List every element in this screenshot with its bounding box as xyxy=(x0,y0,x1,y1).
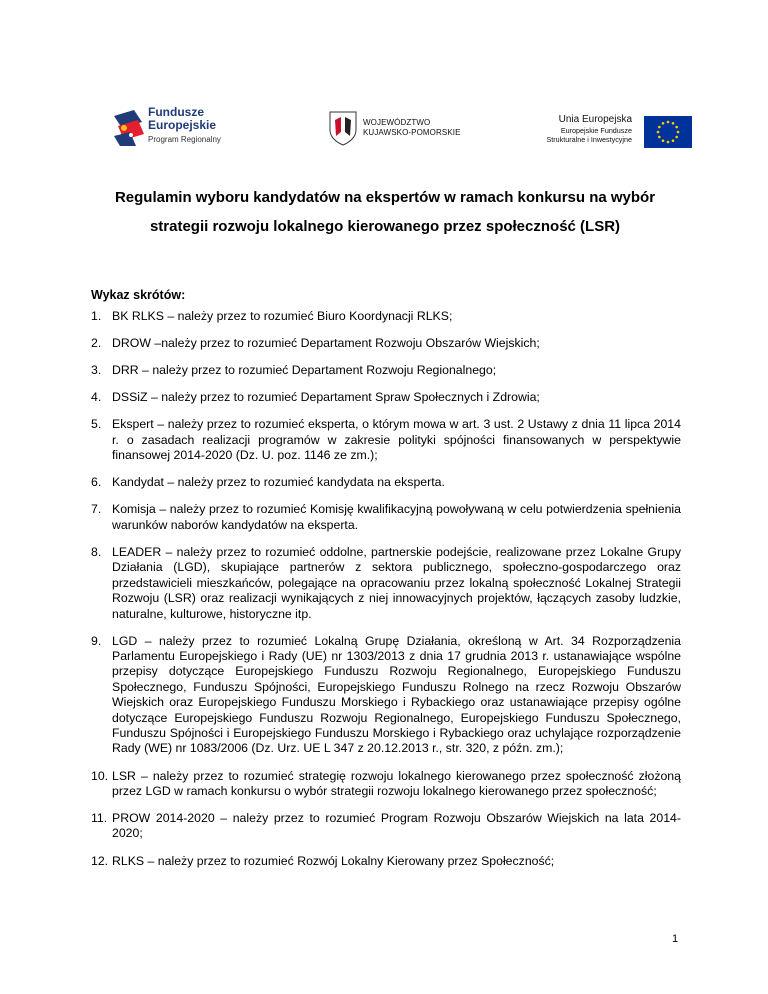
list-item-text: DRR – należy przez to rozumieć Departament Rozwoju Regionalnego; xyxy=(112,363,497,378)
list-item xyxy=(91,390,681,405)
list-item-number: 3. xyxy=(91,363,102,378)
woj-line2: KUJAWSKO-POMORSKIE xyxy=(363,128,461,137)
list-item-number: 4. xyxy=(91,390,102,405)
abbreviations-heading: Wykaz skrótów: xyxy=(91,288,186,302)
ue-sub2: Strukturalne i Inwestycyjne xyxy=(546,134,632,144)
list-item xyxy=(91,475,681,490)
fundusze-europejskie-emblem-icon xyxy=(112,108,146,148)
abbreviations-list xyxy=(91,309,681,881)
document-title-line2: strategii rozwoju lokalnego kierowanego przez społeczność (LSR) xyxy=(149,218,621,235)
list-item-number: 5. xyxy=(91,417,102,432)
list-item-text: DROW –należy przez to rozumieć Departament Rozwoju Obszarów Wiejskich; xyxy=(112,336,540,351)
list-item-text: LSR – należy przez to rozumieć strategię rozwoju lokalnego kierowanego przez społeczność złożoną przez LGD w ramach konkursu o wybór strategii rozwoju lokalnego kierowanego przez społeczność; xyxy=(112,768,681,798)
list-item xyxy=(91,854,681,869)
list-item-text: BK RLKS – należy przez to rozumieć Biuro Koordynacji RLKS; xyxy=(112,309,453,323)
list-item-text: Kandydat – należy przez to rozumieć kandydata na eksperta. xyxy=(112,475,445,490)
ue-sub1: Europejskie Fundusze xyxy=(560,126,632,135)
list-item-number: 8. xyxy=(91,544,102,559)
fundusze-europejskie-logo xyxy=(108,104,258,152)
list-item xyxy=(91,309,681,324)
page-number: 1 xyxy=(672,933,679,945)
wojewodztwo-label xyxy=(363,118,461,138)
list-item-text: DSSiZ – należy przez to rozumieć Departament Spraw Społecznych i Zdrowia; xyxy=(112,390,540,405)
fe-line3: Program Regionalny xyxy=(148,135,221,144)
list-item xyxy=(91,811,681,842)
fundusze-europejskie-label xyxy=(148,106,221,146)
list-item xyxy=(91,336,681,351)
wojewodztwo-logo xyxy=(326,108,476,148)
list-item xyxy=(91,634,681,757)
page-header xyxy=(0,0,768,170)
woj-line1: WOJEWÓDZTWO xyxy=(363,118,431,127)
eu-flag-icon xyxy=(644,116,692,148)
list-item xyxy=(91,545,681,622)
ue-title: Unia Europejska xyxy=(558,114,632,125)
list-item-number: 9. xyxy=(91,633,102,648)
list-item-number: 1. xyxy=(91,309,102,323)
list-item xyxy=(91,502,681,533)
list-item-text: Komisja – należy przez to rozumieć Komisję kwalifikacyjną powoływaną w celu potwierdzenia spełnienia warunków naborów kandydatów na eksperta. xyxy=(112,502,681,532)
coat-of-arms-icon xyxy=(328,110,358,146)
unia-europejska-label xyxy=(547,114,633,144)
fe-line2: Europejskie xyxy=(148,118,217,132)
list-item-text: LEADER – należy przez to rozumieć oddolne, partnerskie podejście, realizowane przez Lokalne Grupy Działania (LGD), skupiające partnerów z sektora publicznego, społeczno-gospodarczego oraz przedstawicieli mieszkańców, polegające na opracowaniu przez lokalną społeczność Lokalnej Strategii Rozwoju (LSR) oraz realizacji wynikających z niej innowacyjnych projektów, łączących zasoby ludzkie, naturalne, kulturowe, historyczne itp. xyxy=(112,544,681,621)
list-item-number: 11. xyxy=(91,811,108,826)
list-item-text: LGD – należy przez to rozumieć Lokalną Grupę Działania, określoną w Art. 34 Rozporządzenia Parlamentu Europejskiego i Rady (UE) nr 1303/2013 z dnia 17 grudnia 2013 r. ustanawiające wspólne przepisy dotyczące Europejskiego Funduszu Rozwoju Regionalnego, Europejskiego Funduszu Społecznego, Funduszu Spójności, Europejskiego Funduszu Rolnego na rzecz Rozwoju Obszarów Wiejskich oraz Europejskiego Funduszu Morskiego i Rybackiego oraz ustanawiające przepisy ogólne dotyczące Europejskiego Funduszu Rozwoju Regionalnego, Europejskiego Funduszu Społecznego, Funduszu Spójności i Europejskiego Funduszu Morskiego i Rybackiego oraz uchylające rozporządzenie Rady (WE) nr 1083/2006 (Dz. Urz. UE L 347 z 20.12.2013 r., str. 320, z późn. zm.); xyxy=(112,633,681,756)
list-item xyxy=(91,363,681,378)
list-item-number: 7. xyxy=(91,502,102,517)
list-item-text: Ekspert – należy przez to rozumieć eksperta, o którym mowa w art. 3 ust. 2 Ustawy z dnia 11 lipca 2014 r. o zasadach realizacji programów w zakresie polityki spójności finansowanych w perspektywie finansowej 2014-2020 (Dz. U. poz. 1146 ze zm.); xyxy=(112,417,681,463)
list-item-text: PROW 2014-2020 – należy przez to rozumieć Program Rozwoju Obszarów Wiejskich na lata 2014-2020; xyxy=(112,811,681,841)
fe-line1: Fundusze xyxy=(148,105,204,119)
list-item-number: 10. xyxy=(91,768,109,783)
list-item-number: 2. xyxy=(91,336,102,351)
list-item xyxy=(91,769,681,800)
list-item xyxy=(91,417,681,463)
document-title-line1: Regulamin wyboru kandydatów na ekspertów w ramach konkursu na wybór xyxy=(114,189,656,206)
list-item-number: 12. xyxy=(91,853,109,868)
list-item-number: 6. xyxy=(91,475,102,490)
unia-europejska-logo xyxy=(520,114,690,150)
list-item-text: RLKS – należy przez to rozumieć Rozwój Lokalny Kierowany przez Społeczność; xyxy=(112,853,555,868)
